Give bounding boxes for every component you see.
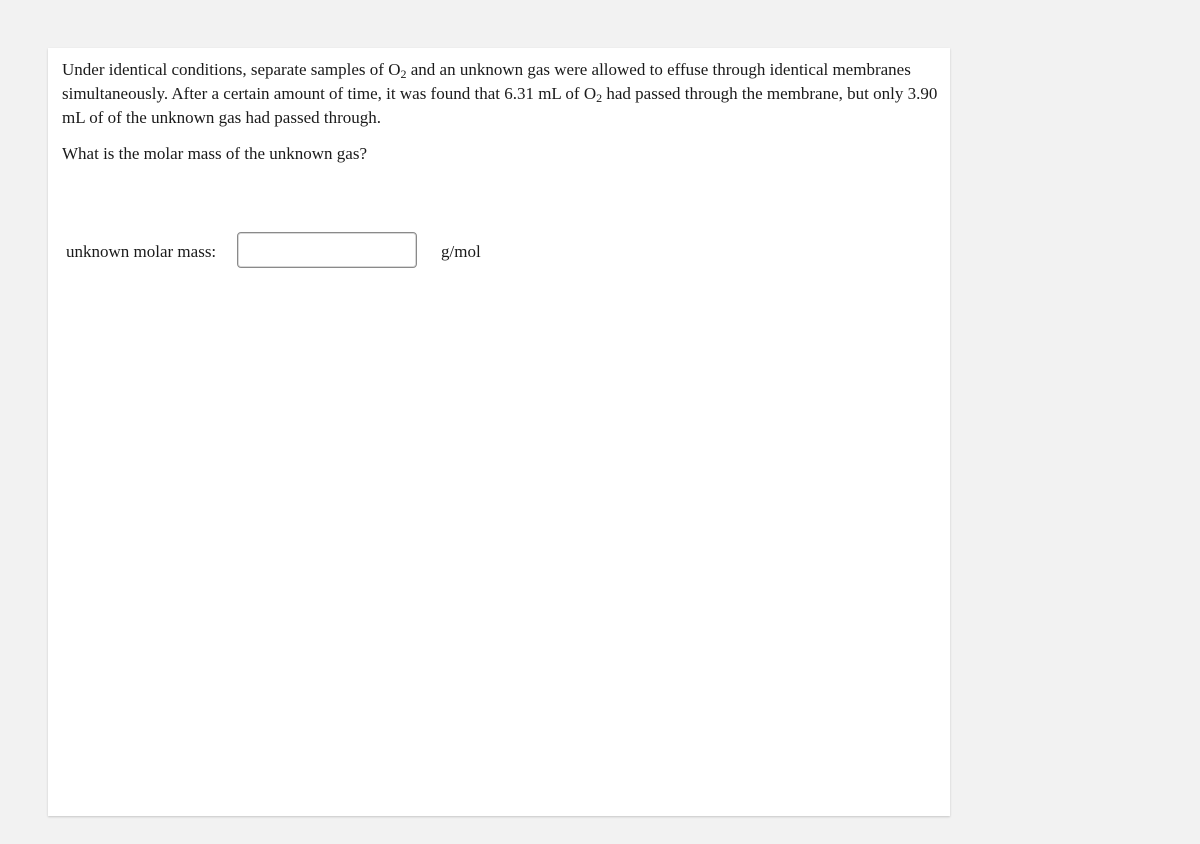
problem-statement <box>62 58 942 130</box>
question-prompt: What is the molar mass of the unknown gas? <box>62 144 367 163</box>
question-text-block <box>62 58 942 178</box>
answer-row <box>66 232 666 270</box>
problem-text-part-1: Under identical conditions, separate samples of O <box>62 60 401 79</box>
problem-text-part-2: and an unknown gas were allowed to effuse through identical membranes simultaneously. After a certain amount of time, it was found that 6.31 mL of O <box>62 60 911 103</box>
question-card <box>48 48 950 816</box>
subscript-o2-first: 2 <box>400 67 407 81</box>
answer-label: unknown molar mass: <box>66 242 217 261</box>
unit-label: g/mol <box>441 242 481 261</box>
subscript-o2-second: 2 <box>596 91 603 105</box>
molar-mass-input[interactable] <box>237 232 417 268</box>
problem-text-part-3: had passed through the membrane, but only 3.90 mL of of the unknown gas had passed through. <box>62 84 938 127</box>
